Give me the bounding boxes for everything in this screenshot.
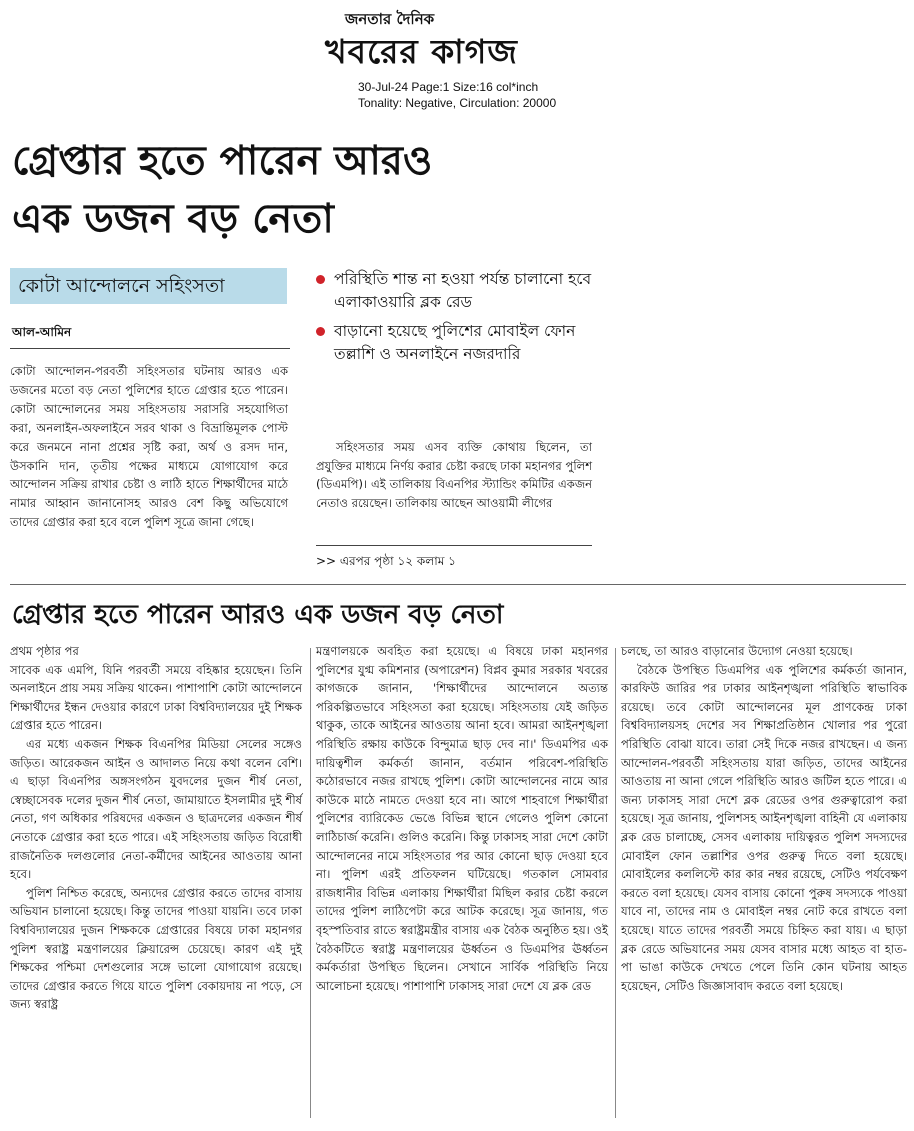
byline-divider bbox=[10, 348, 290, 349]
paragraph: চলছে, তা আরও বাড়ানোর উদ্যোগ নেওয়া হয়েছে। bbox=[621, 644, 853, 658]
byline: আল-আমিন bbox=[12, 325, 72, 339]
column-divider bbox=[310, 648, 311, 1118]
sub-headline: গ্রেপ্তার হতে পারেন আরও এক ডজন বড় নেতা bbox=[12, 600, 504, 630]
article-column-3 bbox=[621, 642, 907, 995]
paragraph: মন্ত্রণালয়কে অবহিত করা হয়েছে। এ বিষয়ে ঢাকা মহানগর পুলিশের যুগ্ম কমিশনার (অপারেশন) বিপ্লব কুমার সরকার খবরের কাগজকে জানান, 'শিক্ষার্থীদের আন্দোলনে অত্যন্ত পরিকল্পিতভাবে সহিংসতা করা হয়েছে। সহিংসতায় যেই জড়িত থাকুক, তাকে আইনের আওতায় আনা হবে। আমরা আইনশৃঙ্খলা পরিস্থিতি রক্ষায় কাউকে বিন্দুমাত্র ছাড় দেব না।' ডিএমপির এক দায়িত্বশীল কর্মকর্তা জানান, বর্তমান পরিবেশ-পরিস্থিতি কঠোরভাবে নজর রাখছে পুলিশ। কোটা আন্দোলনের নামে আর কাউকে মাঠে নামতে দেওয়া হবে না। আগে শাহবাগে শিক্ষার্থীরা পুলিশের ব্যারিকেড ভেঙে বিভিন্ন স্থানে গেলেও পুলিশ কোনো লাঠিচার্জ করেনি। গুলিও করেনি। কিন্তু ঢাকাসহ সারা দেশে কোটা আন্দোলনের নামে সহিংসতার পর আর কোনো ছাড় দেওয়া হবে না। পুলিশ এরই প্রতিফলন ঘটিয়েছে। গতকাল সোমবার রাজধানীর বিভিন্ন এলাকায় শিক্ষার্থীরা মিছিল করার চেষ্টা করলে তাদের পুলিশ লাঠিপেটা করে আটক করেছে। সূত্র জানায়, গত বৃহস্পতিবার রাতে স্বরাষ্ট্রমন্ত্রীর বাসায় এক বৈঠক অনুষ্ঠিত হয়। ওই বৈঠকটিতে স্বরাষ্ট্র মন্ত্রণালয়ের ঊর্ধ্বতন ও ডিএমপির ঊর্ধ্বতন কর্মকর্তারা উপস্থিত ছিলেন। সেখানে সার্বিক পরিস্থিতি নিয়ে আলোচনা হয়েছে। পাশাপাশি ঢাকাসহ সারা দেশে যে ব্লক রেড bbox=[316, 644, 608, 993]
paragraph: সাবেক এক এমপি, যিনি পরবর্তী সময়ে বহিষ্কার হয়েছেন। তিনি অনলাইনে প্রায় সময় সক্রিয় থাকেন। পাশাপাশি কোটা আন্দোলনে শিক্ষার্থীদের ইন্ধন দেওয়ার কারণে ঢাকা বিশ্ববিদ্যালয়ের দুই শিক্ষক গ্রেপ্তার হতে পারেন। bbox=[10, 662, 302, 733]
side-paragraph: সহিংসতার সময় এসব ব্যক্তি কোথায় ছিলেন, তা প্রযুক্তির মাধ্যমে নির্ণয় করার চেষ্টা করছে ঢাকা মহানগর পুলিশ (ডিএমপি)। এই তালিকায় বিএনপির স্ট্যান্ডিং কমিটির একজন নেতাও রয়েছেন। তালিকায় আছেন আওয়ামী লীগের bbox=[316, 440, 592, 510]
article-column-2 bbox=[316, 642, 608, 995]
main-headline: গ্রেপ্তার হতে পারেন আরও এক ডজন বড় নেতা bbox=[12, 138, 433, 242]
intro-paragraph: কোটা আন্দোলন-পরবর্তী সহিংসতার ঘটনায় আরও এক ডজনের মতো বড় নেতা পুলিশের হাতে গ্রেপ্তার হতে পারেন। কোটা আন্দোলনের সময় সহিংসতায় সরাসরি সহযোগিতা করা, অনলাইন-অফলাইনে সরব থাকা ও বিভ্রান্তিমূলক পোস্ট করে জনমনে নানা প্রশ্নের সৃষ্টি করা, অর্থ ও রসদ দান, উসকানি দান, তৃতীয় পক্ষের মাধ্যমে যোগাযোগ করে আন্দোলন সক্রিয় রাখার চেষ্টা ও লাঠি হাতে শিক্ষার্থীদের মাঠে নামার আহ্বান জানানোসহ আরও বেশ কিছু অভিযোগে তাদের গ্রেপ্তার করা হবে বলে পুলিশ সূত্রে জানা গেছে। bbox=[10, 364, 288, 530]
topic-tag: কোটা আন্দোলনে সহিংসতা bbox=[10, 268, 287, 304]
column-head: প্রথম পৃষ্ঠার পর bbox=[10, 644, 79, 658]
article-column-1 bbox=[10, 642, 302, 1014]
highlight-list bbox=[316, 268, 606, 372]
paragraph: এর মধ্যে একজন শিক্ষক বিএনপির মিডিয়া সেলের সঙ্গেও জড়িত। আরেকজন আইন ও আদালত নিয়ে কথা বলেন বেশি। এ ছাড়া বিএনপির অঙ্গসংগঠন যুবদলের দুজন শীর্ষ নেতা, স্বেচ্ছাসেবক দলের দুজন শীর্ষ নেতা, জামায়াতে ইসলামীর দুই শীর্ষ নেতা, গণ অধিকার পরিষদের একজন ও ছাত্রদলের একজন শীর্ষ নেতাকে গ্রেপ্তার করা হতে পারে। এই সহিংসতায় জড়িত বিরোধী রাজনৈতিক দলগুলোর নেতা-কর্মীদের আইনের আওতায় আনা হবে। bbox=[10, 736, 302, 882]
masthead-tagline: জনতার দৈনিক bbox=[345, 10, 435, 28]
bullet-icon bbox=[316, 327, 325, 336]
section-divider bbox=[10, 584, 906, 585]
clip-meta-line-2: Tonality: Negative, Circulation: 20000 bbox=[358, 96, 557, 110]
continued-divider bbox=[316, 545, 592, 546]
clip-meta-line-1: 30-Jul-24 Page:1 Size:16 col*inch bbox=[358, 80, 539, 94]
paragraph: বৈঠকে উপস্থিত ডিএমপির এক পুলিশের কর্মকর্তা জানান, কারফিউ জারির পর ঢাকার আইনশৃঙ্খলা পরিস্থিতি স্বাভাবিক রয়েছে। তবে কোটা আন্দোলনের মূল প্রাণকেন্দ্র ঢাকা বিশ্ববিদ্যালয়সহ দেশের সব শিক্ষাপ্রতিষ্ঠান খোলার পর পুরো পরিস্থিতি বোঝা যাবে। তারা সেই দিকে নজর রাখছেন। এ জন্য আন্দোলন-পরবর্তী সহিংসতায় যারা জড়িত, তাদের আইনের আওতায় না আনা গেলে পরিস্থিতি আরও জটিল হতে পারে। এ জন্য ঢাকাসহ সারা দেশে ব্লক রেডের ওপর গুরুত্বারোপ করা হয়েছে। সূত্র জানায়, পুলিশসহ আইনশৃঙ্খলা বাহিনী যে এলাকায় ব্লক রেড চালাচ্ছে, সেসব এলাকায় দায়িত্বরত পুলিশ সদস্যদের মোবাইল ফোন তল্লাশির ওপর গুরুত্ব দিতে বলা হয়েছে। মোবাইলের কললিস্টে কার কার নম্বর রয়েছে, সেটিও পর্যবেক্ষণ করতে বলা হয়েছে। যেসব বাসায় কোনো পুরুষ সদস্যকে পাওয়া যাবে না, তাদের নাম ও মোবাইল নম্বর নোট করে রাখতে বলা হয়েছে। যাতে তাদের পরবর্তী সময়ে চিহ্নিত করা যায়। এ ছাড়া ব্লক রেডে অভিযানের সময় যেসব বাসার মধ্যে আহত বা হাত-পা ভাঙা কাউকে দেখতে পেলে তিনি কোন ঘটনায় আহত হয়েছেন, সেটিও জিজ্ঞাসাবাদ করতে বলা হয়েছে। bbox=[621, 662, 907, 993]
masthead-name: খবরের কাগজ bbox=[325, 32, 518, 71]
continued-note: >> এরপর পৃষ্ঠা ১২ কলাম ১ bbox=[316, 554, 456, 568]
column-divider bbox=[615, 648, 616, 1118]
bullet-icon bbox=[316, 275, 325, 284]
highlight-item: বাড়ানো হয়েছে পুলিশের মোবাইল ফোন তল্লাশি ও অনলাইনে নজরদারি bbox=[316, 320, 606, 366]
highlight-item: পরিস্থিতি শান্ত না হওয়া পর্যন্ত চালানো হবে এলাকাওয়ারি ব্লক রেড bbox=[316, 268, 606, 314]
paragraph: পুলিশ নিশ্চিত করেছে, অন্যদের গ্রেপ্তার করতে তাদের বাসায় অভিযান চালানো হয়েছে। কিন্তু তাদের পাওয়া যায়নি। তবে ঢাকা বিশ্ববিদ্যালয়ের দুজন শিক্ষককে গ্রেপ্তারের বিষয়ে ঢাকা মহানগর পুলিশ স্বরাষ্ট্র মন্ত্রণালয়ের ক্লিয়ারেন্স চেয়েছে। কারণ এই দুই শিক্ষকের পশ্চিমা দেশগুলোর সঙ্গে ভালো যোগাযোগ রয়েছে। তাদের গ্রেপ্তার করতে গিয়ে যাতে পুলিশ বেকায়দায় না পড়ে, সে জন্য স্বরাষ্ট্র bbox=[10, 885, 302, 1012]
